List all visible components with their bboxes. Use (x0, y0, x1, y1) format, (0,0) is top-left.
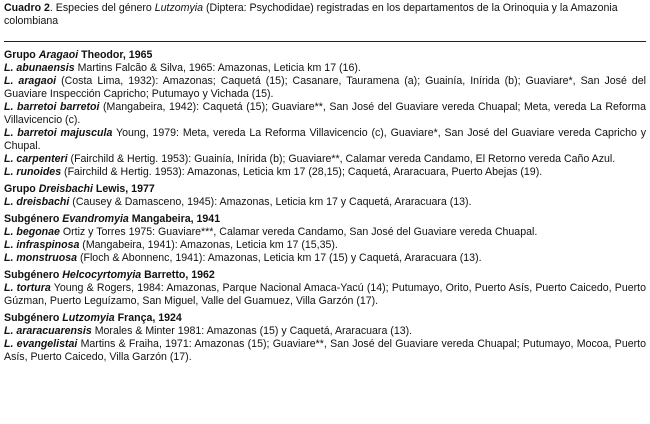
species-record-text: (Fairchild & Hertig. 1953): Guainía, Inírida (b); Guaviare**, Calamar vereda Candamo, El Retorno vereda Caño Azul. (67, 153, 616, 165)
group-heading-name: Evandromyia (62, 213, 129, 225)
taxon-group (4, 183, 646, 209)
species-record-text: (Mangabeira, 1942): Caquetá (15); Guaviare**, San José del Guaviare vereda Chuapal; Meta, vereda La Reforma Villavicencio (c). (4, 101, 646, 126)
species-entry (4, 239, 646, 252)
document-page (4, 2, 646, 368)
species-record-text: Young & Rogers, 1984: Amazonas, Parque Nacional Amaca-Yacú (14); Putumayo, Orito, Puerto Asís, Puerto Caicedo, Puerto Gúzman, Puerto Leguízamo, San Miguel, Valle del Guamuez, Villa Garzón (17). (4, 282, 647, 307)
species-name: L. infraspinosa (4, 239, 80, 251)
group-heading (4, 312, 646, 325)
species-record-text: (Costa Lima, 1932): Amazonas; Caquetá (15); Casanare, Tauramena (a); Guainía, Inírida (b); Guaviare*, San José del Guaviare Inspección Capricho; Putumayo y Vichada (15). (4, 75, 646, 100)
species-entry (4, 196, 646, 209)
species-entry (4, 226, 646, 239)
group-heading (4, 49, 646, 62)
species-name: L. dreisbachi (4, 196, 70, 208)
species-entry (4, 338, 646, 364)
group-heading (4, 183, 646, 196)
table-caption (4, 2, 646, 28)
species-record-text: Young, 1979: Meta, vereda La Reforma Villavicencio (c), Guaviare*, San José del Guaviare vereda Capricho y Chupal. (4, 127, 647, 152)
table-top-rule (4, 41, 646, 42)
group-heading-prefix: Subgénero (4, 269, 63, 281)
species-name: L. aragaoi (4, 75, 57, 87)
group-heading-prefix: Grupo (4, 49, 39, 61)
species-name: L. tortura (4, 282, 51, 294)
species-record-text: (Fairchild & Hertig. 1953): Amazonas, Leticia km 17 (28,15); Caquetá, Araracuara, Puerto Abejas (19). (61, 166, 543, 178)
taxon-group (4, 269, 646, 308)
group-heading-name: Aragaoi (38, 49, 79, 61)
species-record-text: Morales & Minter 1981: Amazonas (15) y Caquetá, Araracuara (13). (91, 325, 413, 337)
species-entry (4, 325, 646, 338)
species-entry (4, 127, 646, 153)
taxon-group (4, 213, 646, 265)
species-entry (4, 75, 646, 101)
species-name: L. carpenteri (4, 153, 68, 165)
group-heading-suffix: Lewis, 1977 (92, 183, 155, 195)
species-name: L. begonae (4, 226, 60, 238)
group-heading-suffix: Barretto, 1962 (141, 269, 215, 281)
species-entry (4, 101, 646, 127)
group-heading-prefix: Subgénero (4, 213, 63, 225)
group-heading-suffix: Mangabeira, 1941 (128, 213, 221, 225)
species-entry (4, 282, 646, 308)
species-record-text: (Floch & Abonnenc, 1941): Amazonas, Leticia km 17 (15) y Caquetá, Araracuara (13). (77, 252, 482, 264)
species-entry (4, 166, 646, 179)
caption-label: Cuadro 2 (4, 2, 50, 14)
group-heading (4, 269, 646, 282)
species-name: L. evangelistai (4, 338, 78, 350)
group-heading-name: Lutzomyia (62, 312, 115, 324)
caption-text-after: (Diptera: Psychodidae) registradas en los departamentos de la Orinoquia y la Amazonia colombiana (4, 2, 618, 27)
caption-text-before: . Especies del género (49, 2, 155, 14)
species-record-text: Ortiz y Torres 1975: Guaviare***, Calamar vereda Candamo, San José del Guaviare vereda Chuapal. (59, 226, 538, 238)
species-entry (4, 62, 646, 75)
species-record-text: (Causey & Damasceno, 1945): Amazonas, Leticia km 17 y Caquetá, Araracuara (13). (69, 196, 472, 208)
species-table (4, 49, 646, 364)
species-name: L. barretoi barretoi (4, 101, 100, 113)
species-name: L. abunaensis (4, 62, 75, 74)
species-name: L. monstruosa (4, 252, 77, 264)
taxon-group (4, 49, 646, 179)
species-entry (4, 153, 646, 166)
species-name: L. barretoi majuscula (4, 127, 113, 139)
group-heading-prefix: Grupo (4, 183, 39, 195)
group-heading (4, 213, 646, 226)
caption-genus: Lutzomyia (154, 2, 204, 14)
species-name: L. araracuarensis (4, 325, 92, 337)
group-heading-name: Dreisbachi (38, 183, 93, 195)
species-entry (4, 252, 646, 265)
group-heading-suffix: Theodor, 1965 (78, 49, 153, 61)
species-record-text: Martins & Fraiha, 1971: Amazonas (15); Guaviare**, San José del Guaviare vereda Chuapal; Putumayo, Mocoa, Puerto Asís, Puerto Caicedo, Villa Garzón (17). (4, 338, 646, 363)
group-heading-prefix: Subgénero (4, 312, 63, 324)
group-heading-suffix: França, 1924 (114, 312, 182, 324)
group-heading-name: Helcocyrtomyia (62, 269, 142, 281)
species-record-text: (Mangabeira, 1941): Amazonas, Leticia km 17 (15,35). (79, 239, 338, 251)
taxon-group (4, 312, 646, 364)
species-name: L. runoides (4, 166, 62, 178)
species-record-text: Martins Falcão & Silva, 1965: Amazonas, Leticia km 17 (16). (74, 62, 361, 74)
